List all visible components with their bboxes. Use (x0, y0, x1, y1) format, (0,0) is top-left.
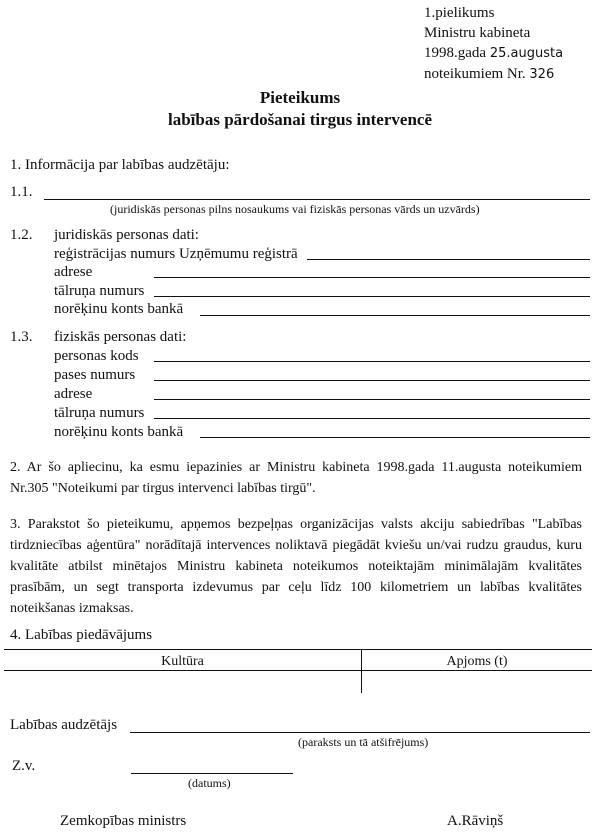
annex-rule-label: noteikumiem Nr. (424, 66, 530, 82)
natural-phone-label: tālruņa numurs (54, 405, 145, 421)
legal-address-line (154, 277, 590, 278)
annex-year: 1998.gada (424, 45, 490, 61)
grower-label: Labības audzētājs (10, 717, 118, 733)
natural-bank-label: norēķinu konts bankā (54, 424, 184, 440)
natural-personal-code-line (154, 361, 590, 362)
annex-line-2: Ministru kabineta (424, 25, 531, 41)
legal-person-heading: juridiskās personas dati: (54, 227, 199, 243)
minister-name: A.Rāviņš (447, 813, 504, 829)
legal-reg-number-line (307, 259, 590, 260)
legal-phone-label: tālruņa numurs (54, 283, 145, 299)
table-column-divider (361, 649, 362, 693)
table-header-volume: Apjoms (t) (446, 654, 508, 669)
full-name-line (44, 199, 590, 200)
section-3-text: 3. Parakstot šo pieteikumu, apņemos bezpeļņas organizācijas valsts akciju sabiedrības "Labības tirdzniecības aģentūra" norādītajā intervences noliktavā piegādāt kviešu un/vai rudzu graudus, kuru kvalitāte atbilst minētajos Ministru kabineta noteikumos noteiktajām minimālajām kvalitātes prasībām, un segt transporta izdevumus par ceļu līdz 100 kilometriem un labības kvalitātes noteikšanas izmaksas. (10, 517, 582, 616)
full-name-caption: (juridiskās personas pilns nosaukums vai fiziskās personas vārds un uzvārds) (110, 202, 480, 216)
section-2-text: 2. Ar šo apliecinu, ka esmu iepazinies ar Ministru kabineta 1998.gada 11.augusta noteikumiem Nr.305 "Noteikumi par tirgus intervenci labības tirgū". (10, 460, 582, 496)
document-title: Pieteikums (259, 88, 341, 107)
table-top-border (4, 649, 592, 650)
legal-bank-line (200, 315, 590, 316)
document-subtitle: labības pārdošanai tirgus intervencē (168, 110, 432, 129)
natural-address-label: adrese (54, 386, 93, 402)
natural-address-line (154, 399, 590, 400)
section-4-heading: 4. Labības piedāvājums (10, 627, 153, 643)
date-caption: (datums) (188, 776, 231, 790)
date-line (131, 773, 293, 774)
annex-line-4 (424, 65, 554, 84)
item-1-2-number: 1.2. (10, 227, 33, 243)
table-header-culture: Kultūra (161, 654, 204, 669)
legal-bank-label: norēķinu konts bankā (54, 301, 184, 317)
annex-rule-number: 326 (529, 67, 555, 82)
item-1-1-number: 1.1. (10, 184, 33, 200)
natural-phone-line (154, 418, 590, 419)
natural-personal-code-label: personas kods (54, 348, 139, 364)
natural-passport-label: pases numurs (54, 367, 136, 383)
legal-reg-number-label: reģistrācijas numurs Uzņēmumu reģistrā (54, 246, 298, 262)
legal-phone-line (154, 296, 590, 297)
grower-signature-line (130, 732, 590, 733)
natural-bank-line (200, 437, 590, 438)
section-1-heading: 1. Informācija par labības audzētāju: (10, 157, 230, 173)
natural-person-heading: fiziskās personas dati: (54, 329, 187, 345)
grower-signature-caption: (paraksts un tā atšifrējums) (298, 735, 429, 749)
annex-line-3 (424, 44, 563, 63)
seal-label: Z.v. (12, 758, 36, 774)
legal-address-label: adrese (54, 264, 93, 280)
table-header-border (4, 670, 592, 671)
item-1-3-number: 1.3. (10, 329, 33, 345)
natural-passport-line (154, 380, 590, 381)
annex-date: 25.augusta (489, 46, 564, 61)
minister-title: Zemkopības ministrs (60, 813, 187, 829)
annex-line-1: 1.pielikums (424, 5, 495, 21)
